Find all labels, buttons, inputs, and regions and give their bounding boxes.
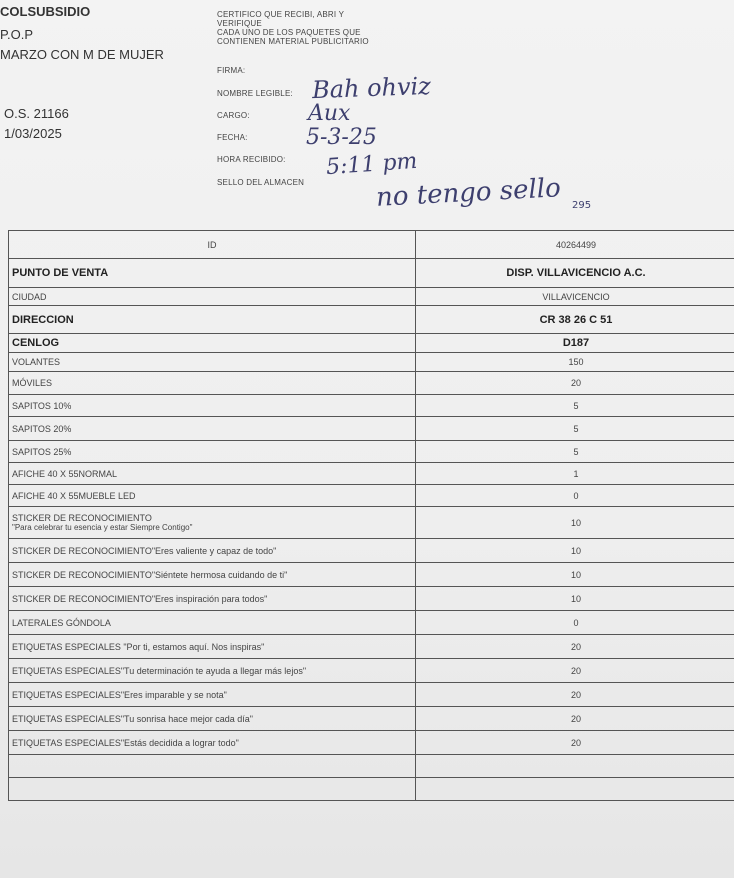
row-value: 10 [416,563,734,587]
sello-label: SELLO DEL ALMACEN [217,178,305,187]
table-row [9,778,734,801]
row-label: ETIQUETAS ESPECIALES"Tu sonrisa hace mejor cada día" [9,707,416,731]
row-value: 20 [416,707,734,731]
table-row [9,259,734,288]
table-row [9,507,734,539]
table-row [9,659,734,683]
certification-line: VERIFIQUE [217,19,262,28]
table-row [9,372,734,395]
row-value [416,755,734,778]
row-label: PUNTO DE VENTA [9,259,416,288]
row-label: LATERALES GÓNDOLA [9,611,416,635]
os-number: O.S. 21166 [4,106,69,121]
row-value: 20 [416,659,734,683]
row-value: 10 [416,539,734,563]
campaign-name: MARZO CON M DE MUJER [0,47,164,62]
row-value: 150 [416,353,734,372]
table-row [9,288,734,306]
certification-line: CADA UNO DE LOS PAQUETES QUE [217,28,361,37]
table-row [9,707,734,731]
table-row [9,334,734,353]
row-label: CENLOG [9,334,416,353]
table-row [9,611,734,635]
row-label [9,778,416,801]
row-value: 5 [416,395,734,417]
row-value: DISP. VILLAVICENCIO A.C. [416,259,734,288]
handwritten-stamp-number: 295 [572,200,592,211]
handwritten-cargo: Aux [308,101,351,126]
row-label: ETIQUETAS ESPECIALES "Por ti, estamos aquí. Nos inspiras" [9,635,416,659]
handwritten-stamp-note: no tengo sello [375,173,562,213]
table-row [9,755,734,778]
row-value: 5 [416,417,734,441]
row-label: SAPITOS 20% [9,417,416,441]
table-row [9,587,734,611]
table-row [9,485,734,507]
row-value: D187 [416,334,734,353]
row-label-main: STICKER DE RECONOCIMIENTO [12,512,152,523]
row-label: STICKER DE RECONOCIMIENTO"Eres valiente y capaz de todo" [9,539,416,563]
pop-label: P.O.P [0,27,34,42]
table-row [9,441,734,463]
table-row [9,563,734,587]
id-label: ID [9,231,416,259]
certification-line: CONTIENEN MATERIAL PUBLICITARIO [217,37,369,46]
table-row [9,635,734,659]
row-value: VILLAVICENCIO [416,288,734,306]
row-label: SAPITOS 25% [9,441,416,463]
row-label: ETIQUETAS ESPECIALES"Eres imparable y se nota" [9,683,416,707]
table-row [9,353,734,372]
row-label [9,755,416,778]
certification-text [217,10,369,46]
table-header-row [9,231,734,259]
items-table [8,230,734,801]
row-label-sub: "Para celebrar tu esencia y estar Siempre Contigo" [12,522,193,532]
row-label: AFICHE 40 X 55NORMAL [9,463,416,485]
document-date: 1/03/2025 [4,126,62,141]
table-row [9,731,734,755]
row-value [416,778,734,801]
row-value: 20 [416,372,734,395]
row-label: DIRECCION [9,306,416,334]
row-label: STICKER DE RECONOCIMIENTO"Siéntete hermosa cuidando de ti" [9,563,416,587]
company-name: COLSUBSIDIO [0,4,91,19]
cargo-label: CARGO: [217,111,250,120]
table-row [9,539,734,563]
certification-line: CERTIFICO QUE RECIBI, ABRI Y [217,10,345,19]
hora-label: HORA RECIBIDO: [217,155,286,164]
row-value: CR 38 26 C 51 [416,306,734,334]
row-value: 20 [416,731,734,755]
handwritten-time: 5:11 pm [325,148,419,181]
table-row [9,683,734,707]
row-label: SAPITOS 10% [9,395,416,417]
row-label: AFICHE 40 X 55MUEBLE LED [9,485,416,507]
table-row [9,417,734,441]
table-row [9,306,734,334]
handwritten-name: Bah ohviz [311,71,432,105]
row-value: 0 [416,485,734,507]
table-row [9,395,734,417]
row-label: STICKER DE RECONOCIMIENTO"Eres inspiración para todos" [9,587,416,611]
row-value: 10 [416,507,734,539]
row-value: 10 [416,587,734,611]
row-value: 20 [416,683,734,707]
handwritten-date: 5-3-25 [306,125,377,150]
row-value: 5 [416,441,734,463]
table-row [9,463,734,485]
row-value: 1 [416,463,734,485]
nombre-label: NOMBRE LEGIBLE: [217,89,293,98]
row-label [9,507,416,539]
firma-label: FIRMA: [217,66,246,75]
fecha-label: FECHA: [217,133,248,142]
row-label: CIUDAD [9,288,416,306]
row-label: ETIQUETAS ESPECIALES"Tu determinación te ayuda a llegar más lejos" [9,659,416,683]
row-value: 0 [416,611,734,635]
row-value: 20 [416,635,734,659]
row-label: ETIQUETAS ESPECIALES"Estás decidida a lograr todo" [9,731,416,755]
row-label: MÓVILES [9,372,416,395]
row-label: VOLANTES [9,353,416,372]
id-value: 40264499 [416,231,734,259]
